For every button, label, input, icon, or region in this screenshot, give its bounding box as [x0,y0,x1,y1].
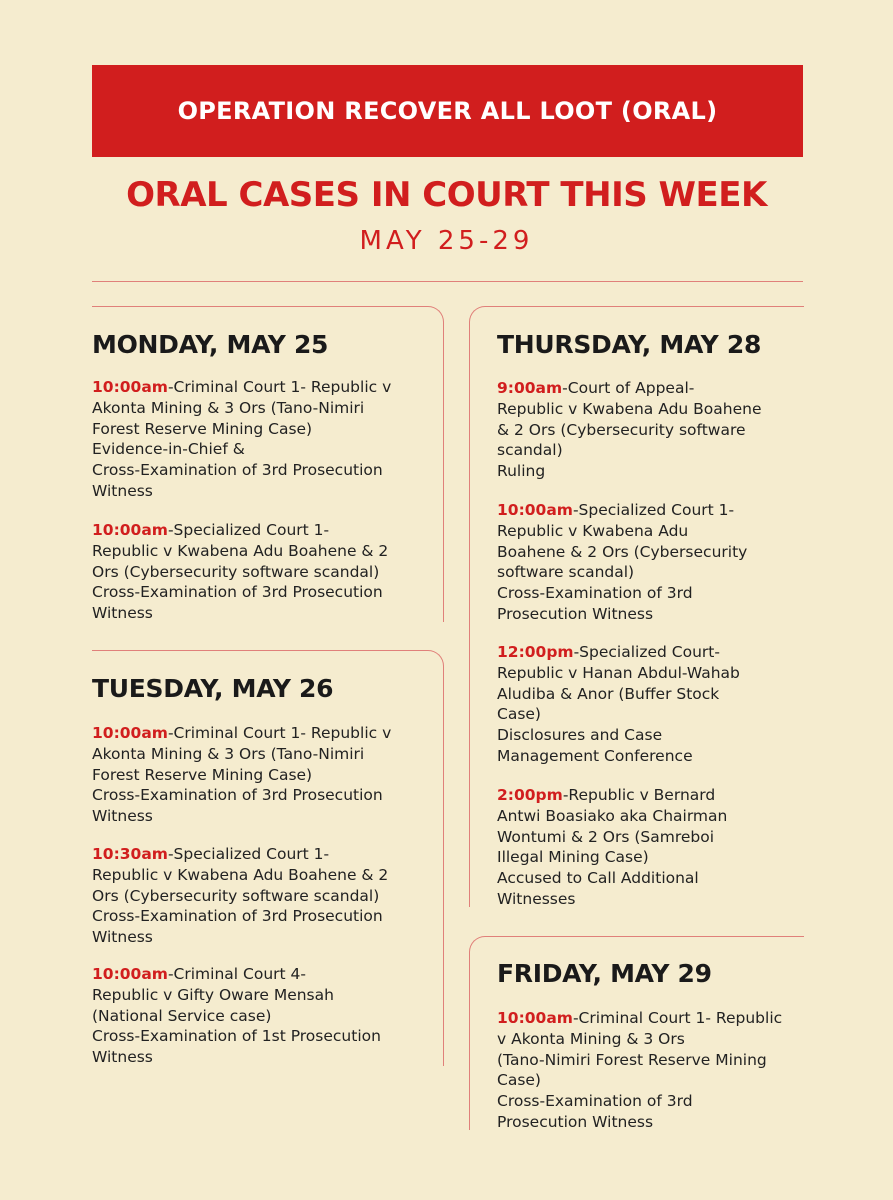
case-line: -Criminal Court 1- Republic v [167,724,392,742]
case-line: Republic v Kwabena Adu Boahene & 2 [92,541,389,560]
page-title: ORAL CASES IN COURT THIS WEEK [126,175,767,215]
header-banner [92,65,803,157]
case-line: -Specialized Court 1- [167,845,330,863]
tuesday-frame-line [443,666,444,1066]
day-title-friday: FRIDAY, MAY 29 [497,959,712,988]
case-entry [497,500,747,625]
case-time: 10:00am [92,521,168,539]
case-line: -Specialized Court 1- [572,501,735,519]
case-line: Witness [92,1048,153,1067]
case-line: Witness [92,928,153,947]
day-title-monday: MONDAY, MAY 25 [92,330,329,359]
case-entry [92,844,388,948]
case-line: scandal) [497,441,563,460]
case-line: Republic v Kwabena Adu Boahene [497,399,762,418]
case-entry [497,785,727,910]
case-line: Disclosures and Case [497,726,663,745]
case-line: Accused to Call Additional [497,869,699,888]
case-line: Illegal Mining Case) [497,848,649,867]
case-entry [497,642,740,767]
monday-frame [92,306,444,323]
case-line: Witnesses [497,889,576,908]
day-title-tuesday: TUESDAY, MAY 26 [92,674,334,703]
case-time: 10:00am [497,1009,573,1027]
case-line: Akonta Mining & 3 Ors (Tano-Nimiri [92,744,365,763]
case-time: 2:00pm [497,786,563,804]
day-title-thursday: THURSDAY, MAY 28 [497,330,762,359]
case-line: Cross-Examination of 3rd [497,584,693,603]
case-time: 9:00am [497,379,563,397]
case-line: -Court of Appeal- [562,379,695,397]
tuesday-frame [92,650,444,667]
date-range: MAY 25-29 [359,226,534,256]
monday-frame-line [443,322,444,622]
case-line: Cross-Examination of 3rd [497,1092,693,1111]
case-line: Republic v Kwabena Adu [497,521,689,540]
case-line: Wontumi & 2 Ors (Samreboi [497,827,715,846]
case-line: & 2 Ors (Cybersecurity software [497,420,746,439]
case-line: Republic v Hanan Abdul-Wahab [497,663,740,682]
case-line: (Tano-Nimiri Forest Reserve Mining [497,1050,767,1069]
case-line: Cross-Examination of 3rd Prosecution [92,461,383,480]
top-divider [92,281,803,282]
case-line: (National Service case) [92,1006,272,1025]
case-line: Witness [92,604,153,623]
case-line: Akonta Mining & 3 Ors (Tano-Nimiri [92,398,365,417]
friday-frame-line [469,952,470,1130]
case-time: 10:00am [92,965,168,983]
case-line: -Republic v Bernard [562,786,716,804]
case-line: Republic v Kwabena Adu Boahene & 2 [92,865,389,884]
case-line: Management Conference [497,746,693,765]
case-line: -Criminal Court 1- Republic [572,1009,783,1027]
case-entry [92,520,388,624]
case-time: 10:00am [497,501,573,519]
case-line: -Specialized Court- [573,643,720,661]
thursday-frame-line [469,322,470,907]
case-line: Republic v Gifty Oware Mensah [92,985,334,1004]
case-time: 10:00am [92,724,168,742]
case-line: Case) [497,1071,541,1090]
banner-title: OPERATION RECOVER ALL LOOT (ORAL) [177,97,718,125]
case-line: Antwi Boasiako aka Chairman [497,806,728,825]
thursday-frame [469,306,804,323]
case-line: Evidence-in-Chief & [92,440,245,459]
case-entry [497,378,762,482]
case-line: Cross-Examination of 3rd Prosecution [92,786,383,805]
case-line: Prosecution Witness [497,604,654,623]
case-line: Cross-Examination of 1st Prosecution [92,1027,381,1046]
case-line: -Criminal Court 1- Republic v [167,378,392,396]
case-line: Witness [92,807,153,826]
case-entry [92,964,381,1068]
case-line: software scandal) [497,563,635,582]
case-time: 10:30am [92,845,168,863]
case-line: Forest Reserve Mining Case) [92,765,313,784]
case-line: Boahene & 2 Ors (Cybersecurity [497,542,748,561]
case-line: Ors (Cybersecurity software scandal) [92,562,380,581]
case-entry [92,377,391,502]
case-line: -Specialized Court 1- [167,521,330,539]
case-line: Ors (Cybersecurity software scandal) [92,886,380,905]
case-time: 10:00am [92,378,168,396]
case-entry [92,723,391,827]
case-line: Cross-Examination of 3rd Prosecution [92,907,383,926]
case-line: Case) [497,705,541,724]
case-line: Aludiba & Anor (Buffer Stock [497,684,720,703]
case-line: -Criminal Court 4- [167,965,306,983]
friday-frame [469,936,804,953]
case-time: 12:00pm [497,643,574,661]
case-line: Ruling [497,462,546,481]
case-line: Prosecution Witness [497,1112,654,1131]
case-line: Cross-Examination of 3rd Prosecution [92,583,383,602]
case-line: Witness [92,481,153,500]
case-line: Forest Reserve Mining Case) [92,419,313,438]
case-entry [497,1008,782,1133]
case-line: v Akonta Mining & 3 Ors [497,1029,685,1048]
